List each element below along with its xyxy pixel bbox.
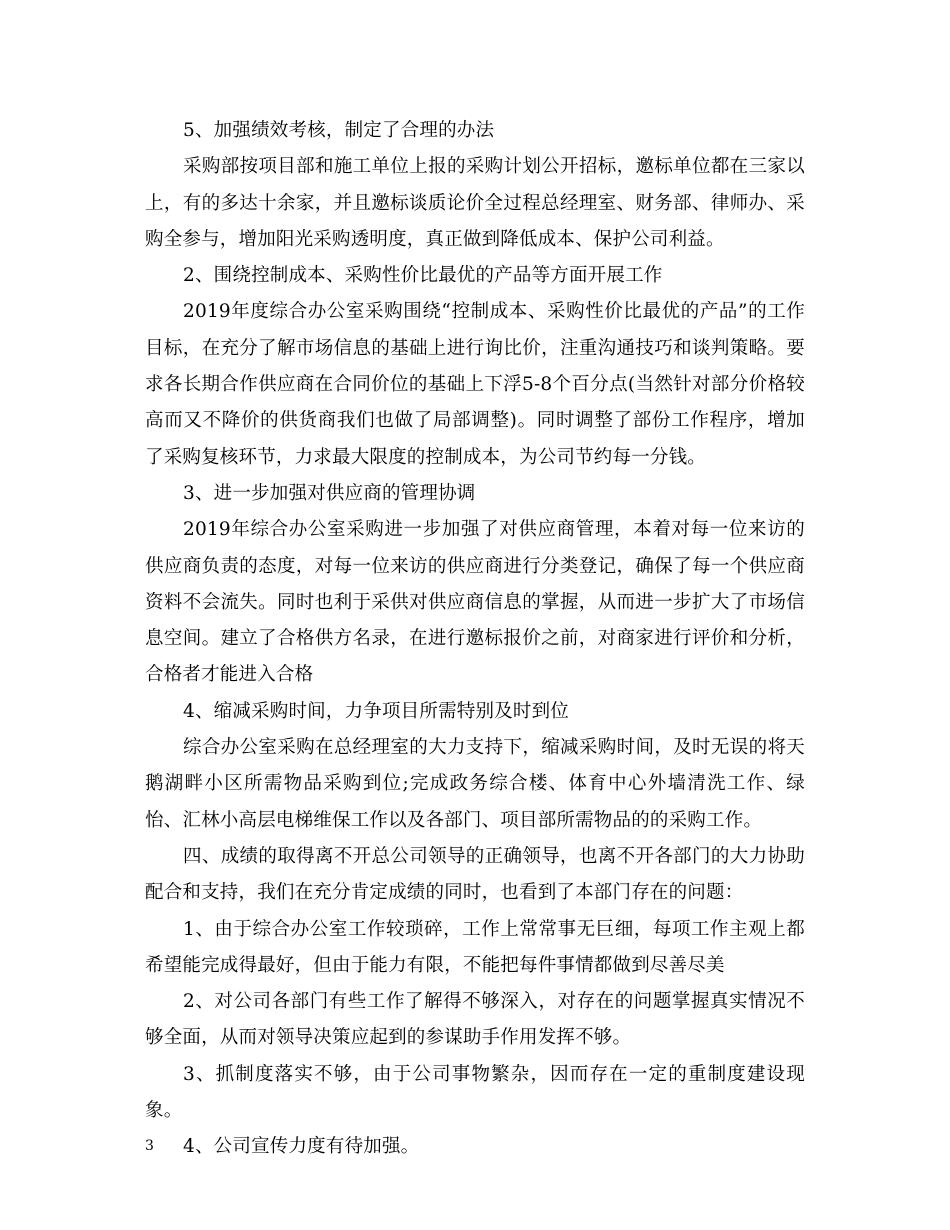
heading-item-3: 3、进一步加强对供应商的管理协调 (183, 482, 476, 504)
heading-item-4: 4、缩减采购时间，力争项目所需特别及时到位 (183, 700, 569, 722)
body-paragraph: 综合办公室采购在总经理室的大力支持下，缩减采购时间，及时无误的将天鹅湖畔小区所需物品采购到位;完成政务综合楼、体育中心外墙清洗工作、绿怡、汇林小高层电梯维保工作以及各部门、项目部所需物品的的采购工作。 (145, 737, 805, 831)
document-body (145, 113, 805, 1166)
issue-item-4: 4、公司宣传力度有待加强。 (183, 1136, 420, 1158)
issue-item-2: 2、对公司各部门有些工作了解得不够深入，对存在的问题掌握真实情况不够全面，从而对领导决策应起到的参谋助手作用发挥不够。 (145, 991, 805, 1049)
page-number: 3 (145, 1138, 154, 1154)
issue-item-3: 3、抓制度落实不够，由于公司事物繁杂，因而存在一定的重制度建设现象。 (145, 1063, 805, 1122)
body-paragraph: 采购部按项目部和施工单位上报的采购计划公开招标，邀标单位都在三家以上，有的多达十余家，并且邀标谈质论价全过程总经理室、财务部、律师办、采购全参与，增加阳光采购透明度，真正做到降低成本、保护公司利益。 (145, 156, 805, 250)
body-paragraph: 2019年度综合办公室采购围绕“控制成本、采购性价比最优的产品”的工作目标，在充分了解市场信息的基础上进行询比价，注重沟通技巧和谈判策略。要求各长期合作供应商在合同价位的基础上下浮5-8个百分点(当然针对部分价格较高而又不降价的供货商我们也做了局部调整)。同时调整了部份工作程序，增加了采购复核环节，力求最大限度的控制成本，为公司节约每一分钱。 (145, 301, 805, 468)
body-paragraph: 2019年综合办公室采购进一步加强了对供应商管理，本着对每一位来访的供应商负责的态度，对每一位来访的供应商进行分类登记，确保了每一个供应商资料不会流失。同时也利于采供对供应商信息的掌握，从而进一步扩大了市场信息空间。建立了合格供方名录，在进行邀标报价之前，对商家进行评价和分析，合格者才能进入合格 (145, 519, 805, 686)
section-four-paragraph: 四、成绩的取得离不开总公司领导的正确领导，也离不开各部门的大力协助配合和支持，我们在充分肯定成绩的同时，也看到了本部门存在的问题： (145, 845, 805, 904)
heading-item-2: 2、围绕控制成本、采购性价比最优的产品等方面开展工作 (183, 265, 663, 287)
issue-item-1: 1、由于综合办公室工作较琐碎，工作上常常事无巨细，每项工作主观上都希望能完成得最好，但由于能力有限，不能把每件事情都做到尽善尽美 (145, 918, 805, 976)
heading-item-5: 5、加强绩效考核，制定了合理的办法 (183, 120, 495, 141)
